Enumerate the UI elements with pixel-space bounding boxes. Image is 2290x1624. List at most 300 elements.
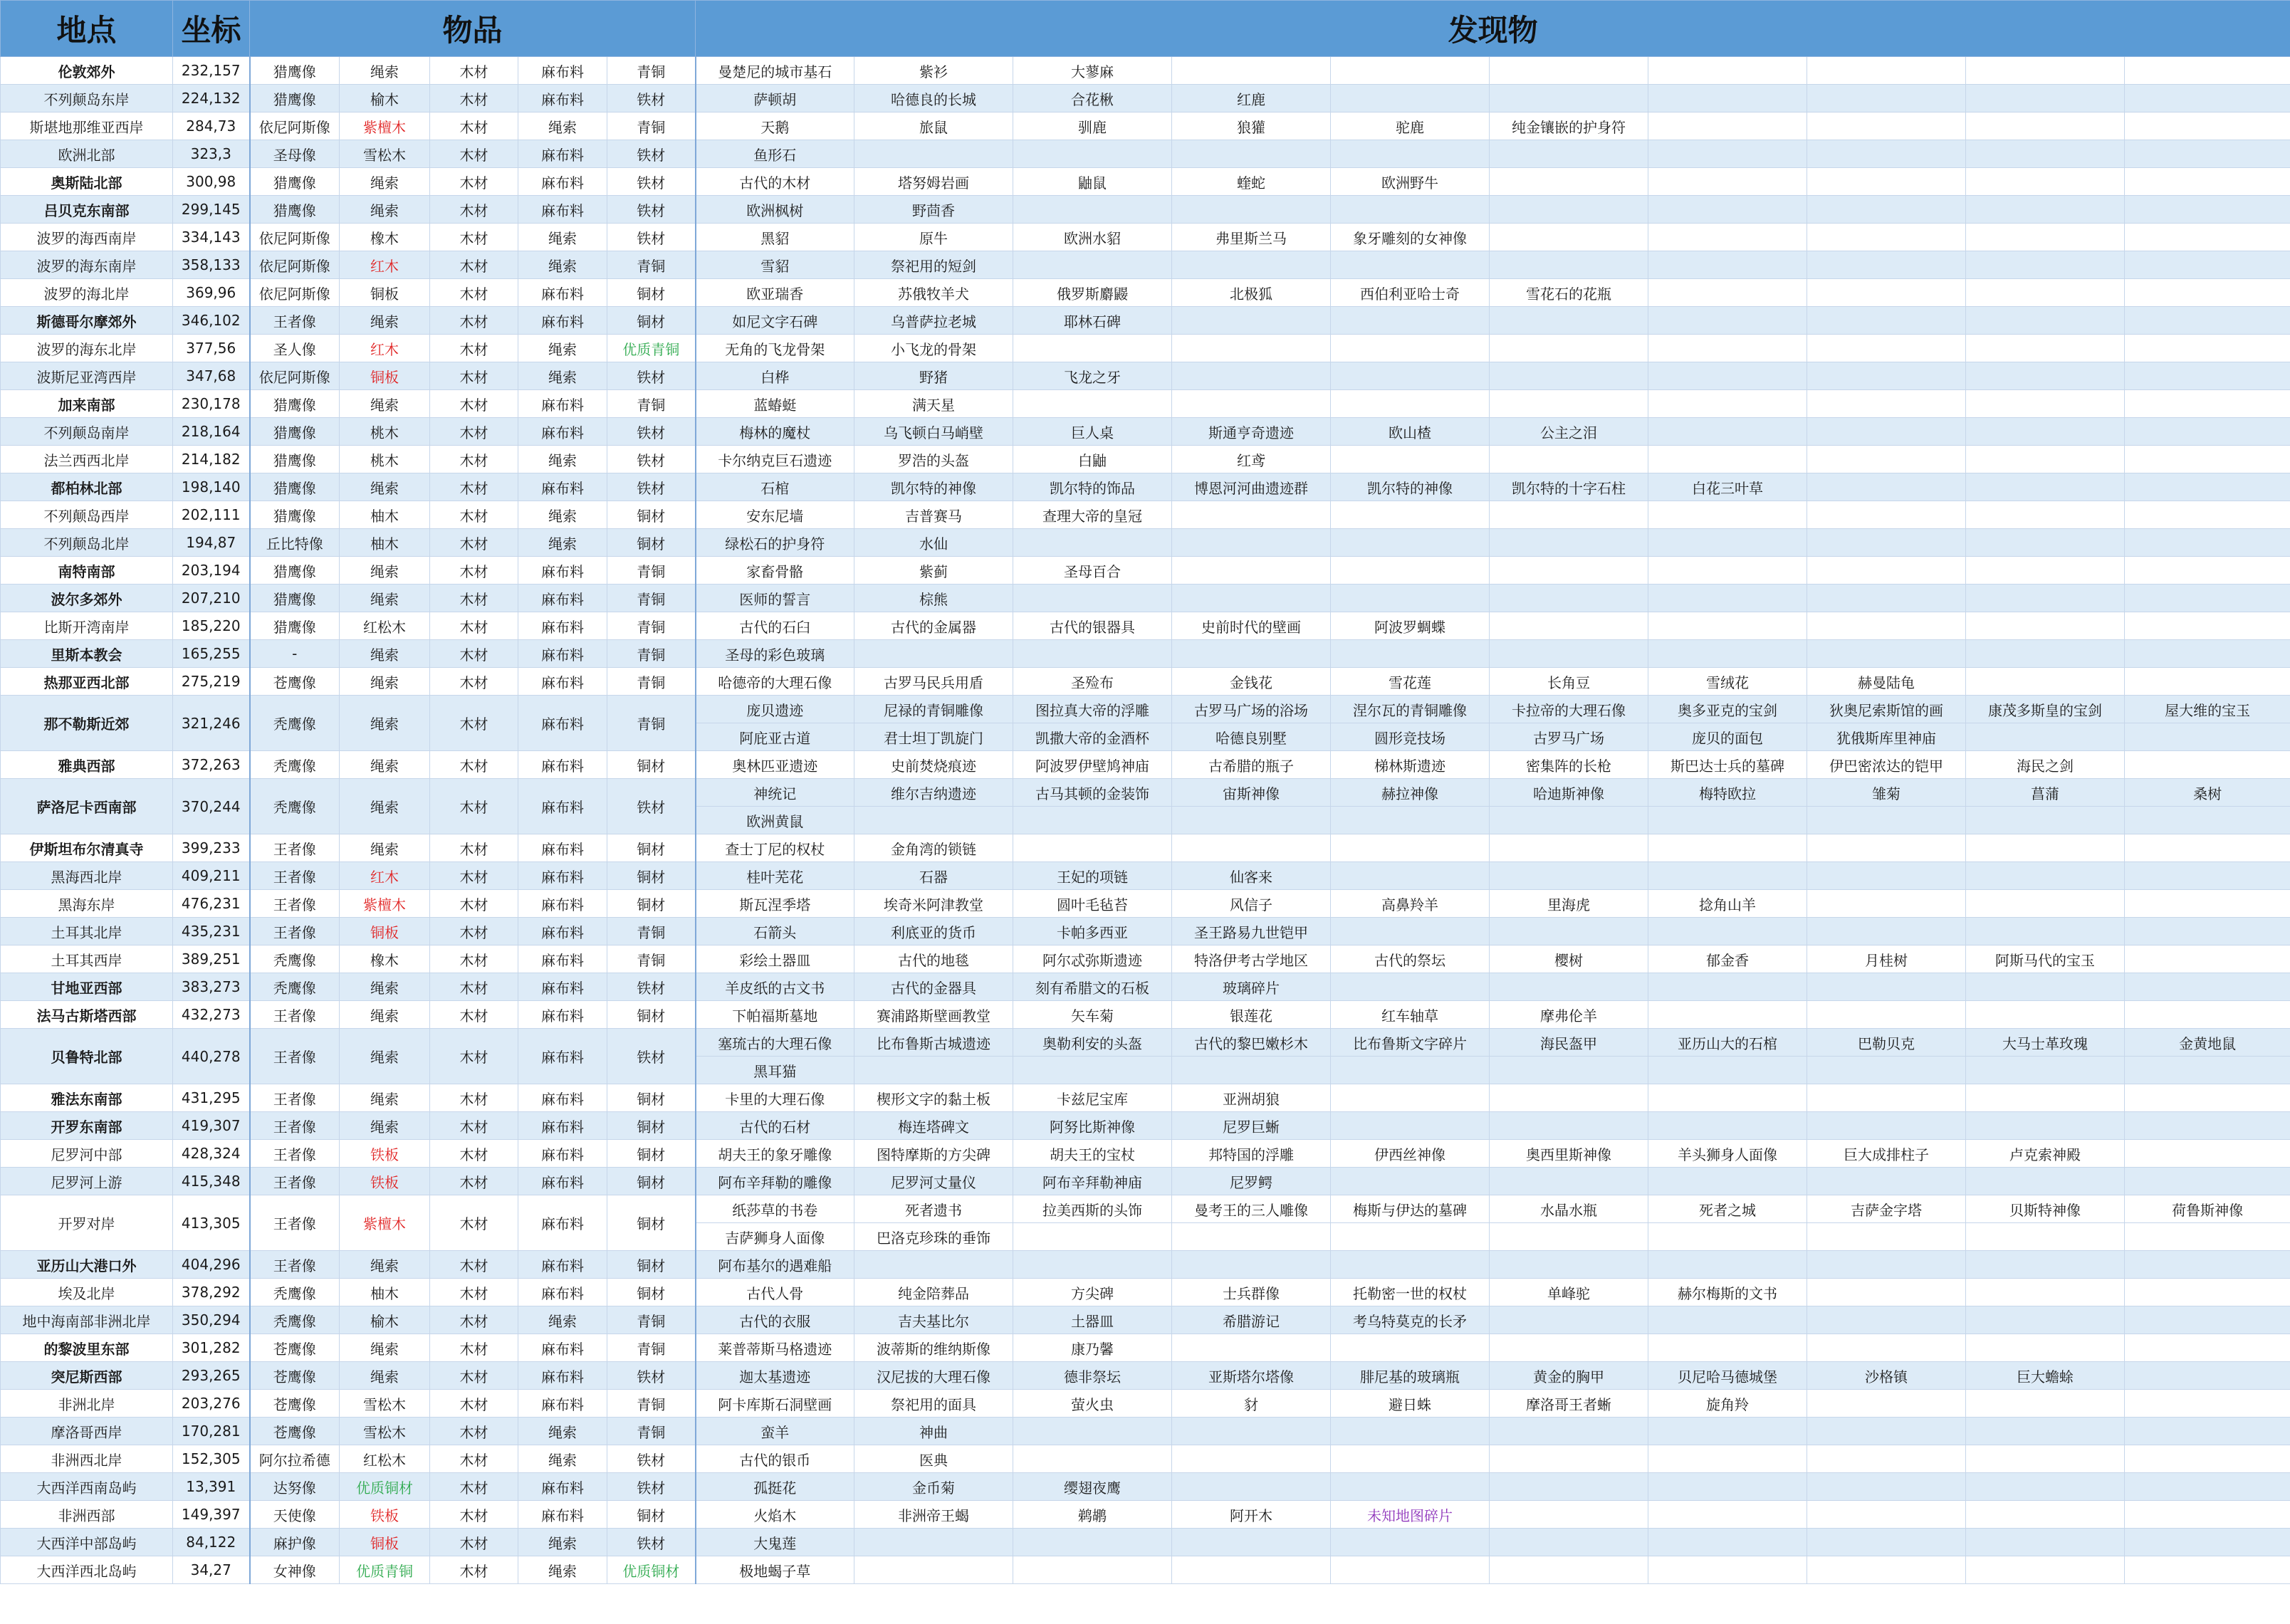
discovery-cell[interactable]: 雏菊 xyxy=(1807,779,1966,807)
discovery-cell[interactable] xyxy=(1807,418,1966,446)
discovery-cell[interactable]: 尼罗河丈量仪 xyxy=(854,1168,1013,1195)
discovery-cell[interactable]: 凯尔特的神像 xyxy=(854,473,1013,501)
item-cell[interactable]: 麻布料 xyxy=(518,557,607,585)
discovery-cell[interactable]: 非洲帝王蝎 xyxy=(854,1501,1013,1529)
discovery-cell[interactable]: 凯撒大帝的金酒杯 xyxy=(1013,723,1172,751)
item-cell[interactable]: 王者像 xyxy=(250,1140,340,1168)
discovery-cell[interactable] xyxy=(2125,1529,2290,1556)
discovery-cell[interactable]: 海民之剑 xyxy=(1966,751,2125,779)
discovery-cell[interactable] xyxy=(1490,251,1648,279)
discovery-cell[interactable]: 圣母的彩色玻璃 xyxy=(696,640,854,668)
discovery-cell[interactable] xyxy=(2125,140,2290,168)
discovery-cell[interactable] xyxy=(1648,418,1807,446)
discovery-cell[interactable] xyxy=(1331,335,1490,362)
item-cell[interactable]: 优质青铜 xyxy=(607,335,696,362)
item-cell[interactable]: 铁材 xyxy=(607,224,696,251)
location-cell[interactable]: 热那亚西北部 xyxy=(1,668,173,696)
coord-cell[interactable]: 413,305 xyxy=(173,1195,250,1251)
item-cell[interactable]: 麻布料 xyxy=(518,779,607,834)
item-cell[interactable]: 苍鹰像 xyxy=(250,668,340,696)
item-cell[interactable]: 紫檀木 xyxy=(340,1195,430,1251)
discovery-cell[interactable]: 单峰驼 xyxy=(1490,1279,1648,1306)
item-cell[interactable]: 依尼阿斯像 xyxy=(250,224,340,251)
discovery-cell[interactable]: 巴勒贝克 xyxy=(1807,1029,1966,1057)
discovery-cell[interactable]: 古代的衣服 xyxy=(696,1306,854,1334)
discovery-cell[interactable]: 摩弗伦羊 xyxy=(1490,1001,1648,1029)
discovery-cell[interactable] xyxy=(1807,1334,1966,1362)
coord-cell[interactable]: 149,397 xyxy=(173,1501,250,1529)
item-cell[interactable]: 王者像 xyxy=(250,1001,340,1029)
discovery-cell[interactable]: 欧洲枫树 xyxy=(696,196,854,224)
discovery-cell[interactable] xyxy=(1807,585,1966,612)
item-cell[interactable]: 绳索 xyxy=(340,640,430,668)
item-cell[interactable]: 绳索 xyxy=(518,1556,607,1584)
discovery-cell[interactable] xyxy=(1807,1112,1966,1140)
discovery-cell[interactable] xyxy=(1648,446,1807,473)
coord-cell[interactable]: 321,246 xyxy=(173,696,250,751)
location-cell[interactable]: 波尔多郊外 xyxy=(1,585,173,612)
item-cell[interactable]: 铜材 xyxy=(607,1001,696,1029)
location-cell[interactable]: 法兰西西北岸 xyxy=(1,446,173,473)
item-cell[interactable]: 猎鹰像 xyxy=(250,473,340,501)
item-cell[interactable]: 绳索 xyxy=(340,834,430,862)
discovery-cell[interactable]: 萨顿胡 xyxy=(696,85,854,112)
discovery-cell[interactable] xyxy=(1807,1223,1966,1251)
item-cell[interactable]: 绳索 xyxy=(518,1445,607,1473)
discovery-cell[interactable] xyxy=(1172,57,1331,85)
item-cell[interactable]: 木材 xyxy=(430,1473,518,1501)
discovery-cell[interactable]: 查士丁尼的权杖 xyxy=(696,834,854,862)
item-cell[interactable]: 麻布料 xyxy=(518,390,607,418)
discovery-cell[interactable]: 欧山楂 xyxy=(1331,418,1490,446)
item-cell[interactable]: 依尼阿斯像 xyxy=(250,251,340,279)
discovery-cell[interactable] xyxy=(1013,251,1172,279)
item-cell[interactable]: 青铜 xyxy=(607,557,696,585)
discovery-cell[interactable] xyxy=(2125,1112,2290,1140)
discovery-cell[interactable] xyxy=(1648,1529,1807,1556)
item-cell[interactable]: 青铜 xyxy=(607,57,696,85)
coord-cell[interactable]: 431,295 xyxy=(173,1084,250,1112)
item-cell[interactable]: 木材 xyxy=(430,473,518,501)
item-cell[interactable]: 麻布料 xyxy=(518,1279,607,1306)
item-cell[interactable]: 麻布料 xyxy=(518,1251,607,1279)
discovery-cell[interactable] xyxy=(1331,251,1490,279)
discovery-cell[interactable]: 无角的飞龙骨架 xyxy=(696,335,854,362)
discovery-cell[interactable] xyxy=(854,1556,1013,1584)
discovery-cell[interactable] xyxy=(1331,390,1490,418)
discovery-cell[interactable] xyxy=(1966,251,2125,279)
item-cell[interactable]: 猎鹰像 xyxy=(250,585,340,612)
discovery-cell[interactable] xyxy=(1172,307,1331,335)
discovery-cell[interactable] xyxy=(1013,1418,1172,1445)
discovery-cell[interactable] xyxy=(1807,1251,1966,1279)
item-cell[interactable]: 铁材 xyxy=(607,85,696,112)
item-cell[interactable]: 麻布料 xyxy=(518,612,607,640)
location-cell[interactable]: 贝鲁特北部 xyxy=(1,1029,173,1084)
discovery-cell[interactable] xyxy=(1331,1057,1490,1084)
discovery-cell[interactable]: 埃奇米阿津教堂 xyxy=(854,890,1013,918)
discovery-cell[interactable]: 卡拉帝的大理石像 xyxy=(1490,696,1648,723)
discovery-cell[interactable] xyxy=(1490,446,1648,473)
item-cell[interactable]: 青铜 xyxy=(607,696,696,751)
discovery-cell[interactable] xyxy=(2125,57,2290,85)
item-cell[interactable]: 秃鹰像 xyxy=(250,1279,340,1306)
item-cell[interactable]: 麻布料 xyxy=(518,834,607,862)
item-cell[interactable]: 麻布料 xyxy=(518,668,607,696)
location-cell[interactable]: 斯堪地那维亚西岸 xyxy=(1,112,173,140)
location-cell[interactable]: 斯德哥尔摩郊外 xyxy=(1,307,173,335)
item-cell[interactable]: 麻布料 xyxy=(518,1029,607,1084)
item-cell[interactable]: 木材 xyxy=(430,85,518,112)
discovery-cell[interactable]: 巴洛克珍珠的垂饰 xyxy=(854,1223,1013,1251)
discovery-cell[interactable]: 庞贝遗迹 xyxy=(696,696,854,723)
header-items[interactable]: 物品 xyxy=(250,1,696,57)
discovery-cell[interactable] xyxy=(1490,973,1648,1001)
discovery-cell[interactable]: 奥多亚克的宝剑 xyxy=(1648,696,1807,723)
discovery-cell[interactable] xyxy=(1648,1556,1807,1584)
discovery-cell[interactable] xyxy=(1172,1057,1331,1084)
discovery-cell[interactable] xyxy=(1490,196,1648,224)
coord-cell[interactable]: 404,296 xyxy=(173,1251,250,1279)
item-cell[interactable]: 青铜 xyxy=(607,945,696,973)
discovery-cell[interactable]: 圣殓布 xyxy=(1013,668,1172,696)
location-cell[interactable]: 地中海南部非洲北岸 xyxy=(1,1306,173,1334)
discovery-cell[interactable]: 古罗马广场 xyxy=(1490,723,1648,751)
discovery-cell[interactable] xyxy=(1331,501,1490,529)
discovery-cell[interactable]: 特洛伊考古学地区 xyxy=(1172,945,1331,973)
item-cell[interactable]: 王者像 xyxy=(250,1112,340,1140)
discovery-cell[interactable]: 巨人桌 xyxy=(1013,418,1172,446)
discovery-cell[interactable]: 大马士革玫瑰 xyxy=(1966,1029,2125,1057)
item-cell[interactable]: 麻布料 xyxy=(518,1140,607,1168)
item-cell[interactable]: 木材 xyxy=(430,140,518,168)
discovery-cell[interactable] xyxy=(1807,890,1966,918)
discovery-cell[interactable] xyxy=(1966,973,2125,1001)
item-cell[interactable]: 麻布料 xyxy=(518,85,607,112)
discovery-cell[interactable] xyxy=(1807,112,1966,140)
discovery-cell[interactable] xyxy=(854,1057,1013,1084)
item-cell[interactable]: 铜材 xyxy=(607,307,696,335)
discovery-cell[interactable] xyxy=(2125,890,2290,918)
discovery-cell[interactable] xyxy=(1490,612,1648,640)
discovery-cell[interactable]: 弗里斯兰马 xyxy=(1172,224,1331,251)
item-cell[interactable]: 圣人像 xyxy=(250,335,340,362)
discovery-cell[interactable]: 赫曼陆龟 xyxy=(1807,668,1966,696)
discovery-cell[interactable]: 海民盔甲 xyxy=(1490,1029,1648,1057)
discovery-cell[interactable]: 尼罗鳄 xyxy=(1172,1168,1331,1195)
discovery-cell[interactable] xyxy=(1648,1057,1807,1084)
discovery-cell[interactable] xyxy=(2125,307,2290,335)
item-cell[interactable]: 木材 xyxy=(430,1501,518,1529)
discovery-cell[interactable] xyxy=(1807,640,1966,668)
discovery-cell[interactable] xyxy=(1807,57,1966,85)
discovery-cell[interactable] xyxy=(1331,807,1490,834)
discovery-cell[interactable] xyxy=(1172,529,1331,557)
discovery-cell[interactable]: 士兵群像 xyxy=(1172,1279,1331,1306)
item-cell[interactable]: 麻布料 xyxy=(518,1501,607,1529)
location-cell[interactable]: 埃及北岸 xyxy=(1,1279,173,1306)
discovery-cell[interactable]: 旋角羚 xyxy=(1648,1390,1807,1418)
discovery-cell[interactable] xyxy=(1490,1223,1648,1251)
discovery-cell[interactable]: 古代的银器具 xyxy=(1013,612,1172,640)
discovery-cell[interactable]: 古代的石材 xyxy=(696,1112,854,1140)
item-cell[interactable]: 麻布料 xyxy=(518,973,607,1001)
discovery-cell[interactable]: 捻角山羊 xyxy=(1648,890,1807,918)
discovery-cell[interactable]: 石箭头 xyxy=(696,918,854,945)
discovery-cell[interactable] xyxy=(1966,890,2125,918)
discovery-cell[interactable]: 乌飞顿白马峭壁 xyxy=(854,418,1013,446)
discovery-cell[interactable] xyxy=(2125,279,2290,307)
discovery-cell[interactable]: 北极狐 xyxy=(1172,279,1331,307)
discovery-cell[interactable]: 金币菊 xyxy=(854,1473,1013,1501)
discovery-cell[interactable]: 凯尔特的饰品 xyxy=(1013,473,1172,501)
discovery-cell[interactable]: 巨大蟾蜍 xyxy=(1966,1362,2125,1390)
item-cell[interactable]: 柚木 xyxy=(340,501,430,529)
discovery-cell[interactable] xyxy=(1331,1473,1490,1501)
discovery-cell[interactable] xyxy=(1172,501,1331,529)
discovery-cell[interactable] xyxy=(1648,1168,1807,1195)
discovery-cell[interactable] xyxy=(1172,585,1331,612)
item-cell[interactable]: 猎鹰像 xyxy=(250,168,340,196)
discovery-cell[interactable] xyxy=(1807,612,1966,640)
item-cell[interactable]: 青铜 xyxy=(607,390,696,418)
discovery-cell[interactable]: 梅斯与伊达的墓碑 xyxy=(1331,1195,1490,1223)
discovery-cell[interactable] xyxy=(1648,335,1807,362)
discovery-cell[interactable]: 楔形文字的黏土板 xyxy=(854,1084,1013,1112)
discovery-cell[interactable] xyxy=(1331,1556,1490,1584)
item-cell[interactable]: 木材 xyxy=(430,1390,518,1418)
discovery-cell[interactable] xyxy=(1966,57,2125,85)
item-cell[interactable]: 绳索 xyxy=(340,585,430,612)
item-cell[interactable]: 苍鹰像 xyxy=(250,1390,340,1418)
item-cell[interactable]: 绳索 xyxy=(340,557,430,585)
discovery-cell[interactable] xyxy=(1648,585,1807,612)
location-cell[interactable]: 非洲西北岸 xyxy=(1,1445,173,1473)
discovery-cell[interactable] xyxy=(1648,390,1807,418)
item-cell[interactable]: 麻布料 xyxy=(518,418,607,446)
discovery-cell[interactable]: 孤挺花 xyxy=(696,1473,854,1501)
item-cell[interactable]: 绳索 xyxy=(518,529,607,557)
location-cell[interactable]: 土耳其西岸 xyxy=(1,945,173,973)
discovery-cell[interactable]: 雪貂 xyxy=(696,251,854,279)
item-cell[interactable]: 木材 xyxy=(430,1001,518,1029)
location-cell[interactable]: 雅法东南部 xyxy=(1,1084,173,1112)
item-cell[interactable]: 麻布料 xyxy=(518,279,607,307)
item-cell[interactable]: 王者像 xyxy=(250,307,340,335)
discovery-cell[interactable] xyxy=(1013,1223,1172,1251)
discovery-cell[interactable]: 凯尔特的十字石柱 xyxy=(1490,473,1648,501)
discovery-cell[interactable]: 长角豆 xyxy=(1490,668,1648,696)
discovery-cell[interactable]: 梅连塔碑文 xyxy=(854,1112,1013,1140)
discovery-cell[interactable]: 查理大帝的皇冠 xyxy=(1013,501,1172,529)
discovery-cell[interactable] xyxy=(1172,335,1331,362)
item-cell[interactable]: 绳索 xyxy=(518,1306,607,1334)
item-cell[interactable]: 铁材 xyxy=(607,196,696,224)
location-cell[interactable]: 伊斯坦布尔清真寺 xyxy=(1,834,173,862)
item-cell[interactable]: 麻布料 xyxy=(518,1362,607,1390)
discovery-cell[interactable] xyxy=(1648,1084,1807,1112)
discovery-cell[interactable] xyxy=(1013,834,1172,862)
location-cell[interactable]: 土耳其北岸 xyxy=(1,918,173,945)
discovery-cell[interactable]: 伊巴密浓达的铠甲 xyxy=(1807,751,1966,779)
discovery-cell[interactable]: 纯金镶嵌的护身符 xyxy=(1490,112,1648,140)
item-cell[interactable]: 青铜 xyxy=(607,612,696,640)
discovery-cell[interactable] xyxy=(1172,1223,1331,1251)
coord-cell[interactable]: 323,3 xyxy=(173,140,250,168)
coord-cell[interactable]: 435,231 xyxy=(173,918,250,945)
discovery-cell[interactable]: 卡帕多西亚 xyxy=(1013,918,1172,945)
item-cell[interactable]: 木材 xyxy=(430,1112,518,1140)
discovery-cell[interactable] xyxy=(1490,224,1648,251)
discovery-cell[interactable] xyxy=(1013,585,1172,612)
discovery-cell[interactable]: 驼鹿 xyxy=(1331,112,1490,140)
item-cell[interactable]: 青铜 xyxy=(607,1306,696,1334)
discovery-cell[interactable] xyxy=(1966,1223,2125,1251)
discovery-cell[interactable]: 银莲花 xyxy=(1172,1001,1331,1029)
discovery-cell[interactable] xyxy=(2125,1306,2290,1334)
discovery-cell[interactable] xyxy=(1807,1473,1966,1501)
discovery-cell[interactable]: 奥林匹亚遗迹 xyxy=(696,751,854,779)
item-cell[interactable]: 榆木 xyxy=(340,85,430,112)
discovery-cell[interactable]: 图拉真大帝的浮雕 xyxy=(1013,696,1172,723)
item-cell[interactable]: 绳索 xyxy=(518,362,607,390)
discovery-cell[interactable]: 缨翅夜鹰 xyxy=(1013,1473,1172,1501)
discovery-cell[interactable]: 贝斯特神像 xyxy=(1966,1195,2125,1223)
item-cell[interactable]: 木材 xyxy=(430,779,518,834)
discovery-cell[interactable] xyxy=(2125,112,2290,140)
discovery-cell[interactable]: 驯鹿 xyxy=(1013,112,1172,140)
discovery-cell[interactable]: 合花楸 xyxy=(1013,85,1172,112)
discovery-cell[interactable]: 博恩河河曲遗迹群 xyxy=(1172,473,1331,501)
discovery-cell[interactable] xyxy=(1331,1223,1490,1251)
item-cell[interactable]: 橡木 xyxy=(340,224,430,251)
discovery-cell[interactable]: 斯瓦涅季塔 xyxy=(696,890,854,918)
discovery-cell[interactable] xyxy=(1966,140,2125,168)
discovery-cell[interactable] xyxy=(2125,640,2290,668)
discovery-cell[interactable] xyxy=(1490,335,1648,362)
discovery-cell[interactable]: 哈迪斯神像 xyxy=(1490,779,1648,807)
discovery-cell[interactable] xyxy=(1648,140,1807,168)
item-cell[interactable]: 优质铜材 xyxy=(607,1556,696,1584)
item-cell[interactable]: 麻布料 xyxy=(518,862,607,890)
discovery-cell[interactable]: 祭祀用的短剑 xyxy=(854,251,1013,279)
item-cell[interactable]: 铁板 xyxy=(340,1501,430,1529)
discovery-cell[interactable]: 君士坦丁凯旋门 xyxy=(854,723,1013,751)
discovery-cell[interactable] xyxy=(2125,1140,2290,1168)
discovery-cell[interactable] xyxy=(1331,307,1490,335)
discovery-cell[interactable]: 彩绘土器皿 xyxy=(696,945,854,973)
discovery-cell[interactable] xyxy=(1490,862,1648,890)
item-cell[interactable]: 绳索 xyxy=(518,224,607,251)
discovery-cell[interactable] xyxy=(2125,918,2290,945)
discovery-cell[interactable] xyxy=(1807,390,1966,418)
discovery-cell[interactable] xyxy=(1966,1279,2125,1306)
coord-cell[interactable]: 476,231 xyxy=(173,890,250,918)
item-cell[interactable]: 王者像 xyxy=(250,1084,340,1112)
coord-cell[interactable]: 214,182 xyxy=(173,446,250,473)
discovery-cell[interactable] xyxy=(1648,1418,1807,1445)
header-coord[interactable]: 坐标 xyxy=(173,1,250,57)
discovery-cell[interactable] xyxy=(1013,529,1172,557)
discovery-cell[interactable] xyxy=(1807,1556,1966,1584)
discovery-cell[interactable] xyxy=(1490,1418,1648,1445)
discovery-cell[interactable] xyxy=(1648,918,1807,945)
coord-cell[interactable]: 165,255 xyxy=(173,640,250,668)
discovery-cell[interactable] xyxy=(1648,1445,1807,1473)
discovery-cell[interactable] xyxy=(1331,196,1490,224)
discovery-cell[interactable]: 斯通亨奇遗迹 xyxy=(1172,418,1331,446)
discovery-cell[interactable] xyxy=(1966,1473,2125,1501)
location-cell[interactable]: 南特南部 xyxy=(1,557,173,585)
discovery-cell[interactable] xyxy=(2125,224,2290,251)
item-cell[interactable]: 木材 xyxy=(430,668,518,696)
coord-cell[interactable]: 428,324 xyxy=(173,1140,250,1168)
discovery-cell[interactable]: 哈德帝的大理石像 xyxy=(696,668,854,696)
discovery-cell[interactable] xyxy=(1013,807,1172,834)
item-cell[interactable]: 王者像 xyxy=(250,918,340,945)
discovery-cell[interactable]: 波蒂斯的维纳斯像 xyxy=(854,1334,1013,1362)
discovery-cell[interactable]: 神曲 xyxy=(854,1418,1013,1445)
item-cell[interactable]: 木材 xyxy=(430,890,518,918)
discovery-cell[interactable] xyxy=(2125,418,2290,446)
discovery-cell[interactable] xyxy=(1648,168,1807,196)
discovery-cell[interactable] xyxy=(1966,112,2125,140)
discovery-cell[interactable] xyxy=(1966,668,2125,696)
location-cell[interactable]: 尼罗河中部 xyxy=(1,1140,173,1168)
discovery-cell[interactable] xyxy=(1490,1334,1648,1362)
discovery-cell[interactable] xyxy=(1966,1334,2125,1362)
item-cell[interactable]: 猎鹰像 xyxy=(250,57,340,85)
discovery-cell[interactable] xyxy=(1807,1501,1966,1529)
item-cell[interactable]: 绳索 xyxy=(518,501,607,529)
item-cell[interactable]: 铜材 xyxy=(607,501,696,529)
discovery-cell[interactable] xyxy=(1807,1529,1966,1556)
discovery-cell[interactable] xyxy=(1013,1529,1172,1556)
item-cell[interactable]: 铜材 xyxy=(607,1168,696,1195)
coord-cell[interactable]: 275,219 xyxy=(173,668,250,696)
discovery-cell[interactable] xyxy=(1490,585,1648,612)
discovery-cell[interactable]: 狼獾 xyxy=(1172,112,1331,140)
item-cell[interactable]: 铁材 xyxy=(607,973,696,1001)
coord-cell[interactable]: 207,210 xyxy=(173,585,250,612)
discovery-cell[interactable]: 原牛 xyxy=(854,224,1013,251)
location-cell[interactable]: 奥斯陆北部 xyxy=(1,168,173,196)
discovery-cell[interactable]: 死者遗书 xyxy=(854,1195,1013,1223)
item-cell[interactable]: 铜板 xyxy=(340,918,430,945)
location-cell[interactable]: 欧洲北部 xyxy=(1,140,173,168)
discovery-cell[interactable] xyxy=(1331,834,1490,862)
item-cell[interactable]: 依尼阿斯像 xyxy=(250,362,340,390)
discovery-cell[interactable] xyxy=(1966,1084,2125,1112)
discovery-cell[interactable]: 野猪 xyxy=(854,362,1013,390)
discovery-cell[interactable] xyxy=(1013,390,1172,418)
discovery-cell[interactable]: 雪绒花 xyxy=(1648,668,1807,696)
discovery-cell[interactable] xyxy=(1013,640,1172,668)
discovery-cell[interactable] xyxy=(1966,1529,2125,1556)
discovery-cell[interactable] xyxy=(1013,1445,1172,1473)
discovery-cell[interactable]: 图特摩斯的方尖碑 xyxy=(854,1140,1013,1168)
discovery-cell[interactable]: 利底亚的货币 xyxy=(854,918,1013,945)
discovery-cell[interactable]: 亚洲胡狼 xyxy=(1172,1084,1331,1112)
discovery-cell[interactable]: 古代的木材 xyxy=(696,168,854,196)
discovery-cell[interactable] xyxy=(1966,807,2125,834)
item-cell[interactable]: 木材 xyxy=(430,585,518,612)
item-cell[interactable]: 秃鹰像 xyxy=(250,973,340,1001)
item-cell[interactable]: 达努像 xyxy=(250,1473,340,1501)
item-cell[interactable]: 麻布料 xyxy=(518,640,607,668)
discovery-cell[interactable] xyxy=(1490,501,1648,529)
item-cell[interactable]: 铁材 xyxy=(607,1529,696,1556)
